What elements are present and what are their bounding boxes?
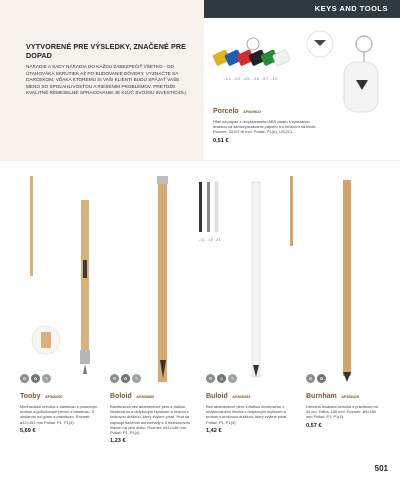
buloid-black <box>199 182 202 232</box>
tool-icon: ✎ <box>42 374 51 383</box>
stylus-icon: ✎ <box>132 374 141 383</box>
eco-icon: ♻ <box>206 374 215 383</box>
recycled-icon: ◎ <box>217 374 226 383</box>
buloid-pen <box>252 182 260 377</box>
wood-icon: ✿ <box>317 374 326 383</box>
product-price: 1,23 € <box>110 438 126 445</box>
buloid-white <box>215 182 218 232</box>
product-price: 1,42 € <box>206 427 222 434</box>
product-name: Burnham <box>306 393 337 400</box>
section-title: KEYS AND TOOLS <box>314 4 388 13</box>
section-header-bar <box>204 0 400 18</box>
buloid-grey <box>207 182 210 232</box>
product-name: Tooby <box>20 393 41 400</box>
product-code: AP800057 <box>44 395 63 399</box>
product-description: Drevená tesárska ceruzka s pravítkom na 34 cm. Dĺžka: 180 mm. Rozmer: ø9×180 mm Potlač: P1, P1(4). <box>306 404 378 420</box>
bamboo-icon: ✿ <box>121 374 130 383</box>
swatch-white <box>272 49 291 66</box>
intro-text: NÁRADIE A SADY NÁRADIA DO KAŽDU ZABEZPEČIŤ VŠETKO - OD ÚTAHOVÁKA SKRUTIEK AŽ PO BUDOVANIE DÔVERY. VYZNAČTE SA DARČEKOM, VĎAKA KTORÉMU SI VAŠI KLIENTI BUDÚ SPÁJAŤ VAŠE MENO SO SPOĽAHLIVOSŤOU A RIEŠENÍM PROBLÉMOV. PRETOŽE KVALITNÉ REMESELNÉ SPRACOVANIE JE KĽÚČ SVOJOU INVESTÍCIOU. <box>26 64 188 96</box>
pens-image <box>0 160 400 382</box>
eco-icon: ♻ <box>110 374 119 383</box>
burnham-pencil <box>343 180 351 376</box>
product-description: Hľač na papier z recyklovaného ABS plastu s vyrezanou drážkou na samovyrezávanie papieru a s krúžkom na kľúče. Rozmer: 32×57×6 mm. Potlač: P1(A), UV(2C). <box>213 119 317 135</box>
product-price: 0,57 € <box>306 422 322 429</box>
stylus-icon: ✎ <box>228 374 237 383</box>
product-code: AP808886 <box>136 395 155 399</box>
product-price: 5,69 € <box>20 427 36 434</box>
keyring-icon <box>356 36 372 52</box>
product-description: Bambusová bez atramentové pero s ďalšou životnosťou a dotykovým stylusom a hrotom s krokovou drážkou, ktorý zvykne písať. Hrot sa zapisuje tlačením dohromady s 5 bezhlavovou hlavou na celú dĺžku. Rozmer: ø11×146 mm Potlač: P1, P1(4). <box>110 404 190 436</box>
keyring-icon <box>247 38 259 50</box>
product-price: 0,51 € <box>213 137 229 144</box>
intro-headline: VYTVORENÉ PRE VÝSLEDKY, ZNAČENÉ PRE DOPAD <box>26 42 187 60</box>
product-code: AP808429 <box>341 395 360 399</box>
product-card-boloid[interactable] <box>110 374 198 444</box>
buloid-color-codes: -01 -18 -21 <box>199 238 221 242</box>
product-name: Boloid <box>110 393 132 400</box>
tooby-pencil-thin <box>30 176 33 276</box>
bamboo-icon: ✿ <box>31 374 40 383</box>
product-description: Mechanická ceruzka z bambusu s posuvným hrotom a guľôčkovým perom z bambusu. S okulárom na gumu a pravítkom. Rozmer: ø12×151 mm Potlač: P1, P1(4). <box>20 404 98 425</box>
burnham-thin <box>290 176 293 246</box>
product-description: Bez atramentové pero s ďalšou životnosťou z recyklovaného hliníka s dotykovým stylusom a hrotom s krokovou drážkou, ktorý zvykne písať. Potlač: P1, P1(4). <box>206 404 288 425</box>
tooby-pen <box>81 200 89 360</box>
product-card-burnham[interactable] <box>306 374 382 429</box>
product-code: AP808493 <box>232 395 251 399</box>
product-name: Buloid <box>206 393 228 400</box>
porcelo-color-codes: -01 -02 -05 -06 -07 -10 <box>224 76 279 81</box>
product-card-porcelo[interactable] <box>213 100 323 144</box>
eco-icon: ♻ <box>20 374 29 383</box>
eco-icon: ♻ <box>306 374 315 383</box>
product-name: Porcelo <box>213 108 239 115</box>
page-number: 501 <box>374 464 388 473</box>
boloid-pen <box>158 182 167 382</box>
product-card-buloid[interactable] <box>206 374 298 434</box>
product-code: AP809622 <box>243 110 262 114</box>
product-card-tooby[interactable] <box>20 374 100 434</box>
